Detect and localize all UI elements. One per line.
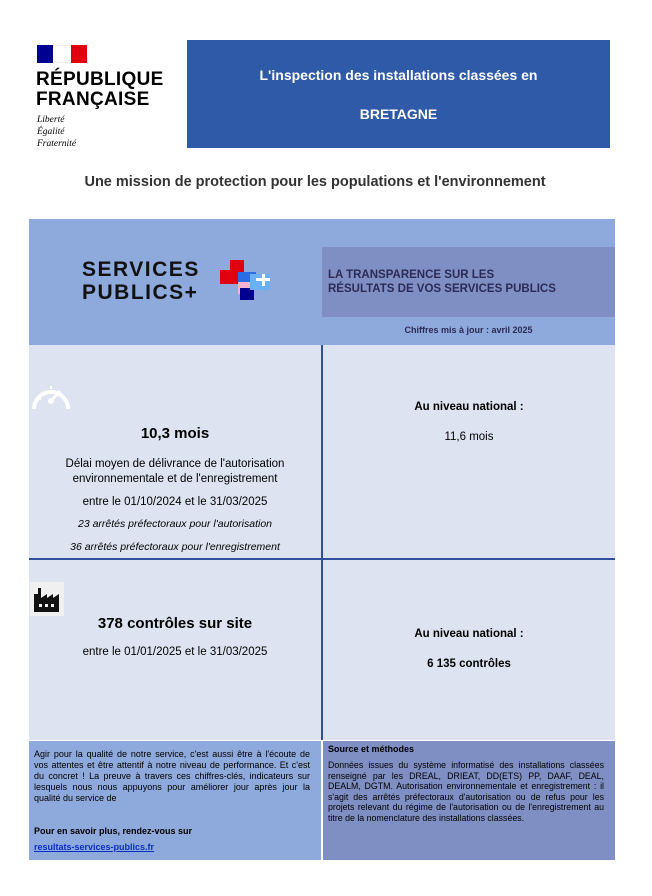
divider [321,345,323,559]
national-controls-value: 6 135 contrôles [427,658,511,670]
transparency-box [322,247,615,317]
francaise-text: FRANÇAISE [36,89,150,110]
more-info-label: Pour en savoir plus, rendez-vous sur [34,826,193,836]
national-label: Au niveau national : [414,628,524,640]
republic-motto: Liberté Égalité Fraternité [37,115,77,149]
speedometer-icon [30,379,72,413]
delay-note-registration: 36 arrêtés préfectoraux pour l'enregistrement [70,541,280,553]
mission-statement: Une mission de protection pour les populations et l'environnement [84,174,546,190]
french-flag-logo [37,45,87,63]
services-publics-logo: SERVICES PUBLICS+ [82,258,200,304]
sources-text: Données issues du système informatisé des installations classées renseigné par les DREAL, DRIEAT, DD(ETS) PP, DAAF, DEAL, DEALM, DGTM. Autorisation environnementale et enregistrement : il s'agit des arrêtés préfectoraux d'autorisation ou de refus pour les projets relevant du régime de l'autorisation ou de l'enregistrement au titre de la nomenclature des installations classées. [328,760,604,823]
controls-period: entre le 01/01/2025 et le 31/03/2025 [82,646,268,658]
region-name: BRETAGNE [359,106,438,122]
transparency-line2: RÉSULTATS DE VOS SERVICES PUBLICS [328,283,556,295]
intro-text: Agir pour la qualité de notre service, c'est aussi être à l'écoute de vos attentes et être attentif à notre niveau de performance. Et c'est du concret ! La preuve à travers ces chiffres-clés, indicateurs sur lesquels nous nous appuyons pour améliorer jour après jour la qualité du service de [34,749,310,803]
republique-text: RÉPUBLIQUE [36,69,164,90]
delay-note-authorization: 23 arrêtés préfectoraux pour l'autorisation [77,518,273,530]
sources-box [323,741,615,860]
delay-period: entre le 01/10/2024 et le 31/03/2025 [82,496,268,508]
website-link[interactable]: resultats-services-publics.fr [34,842,155,852]
divider [321,560,323,740]
national-delay-value: 11,6 mois [444,431,494,443]
header-title-box [187,40,610,148]
national-label: Au niveau national : [414,401,524,413]
transparency-line1: LA TRANSPARENCE SUR LES [328,269,495,281]
services-publics-plus-icon [220,260,272,304]
header-title: L'inspection des installations classées en [259,67,538,83]
delay-description: Délai moyen de délivrance de l'autorisation environnementale et de l'enregistrement [65,458,285,485]
intro-box [29,741,321,860]
update-date: Chiffres mis à jour : avril 2025 [404,325,533,335]
sources-title: Source et méthodes [328,744,415,754]
delay-value: 10,3 mois [140,425,210,442]
factory-icon [30,582,64,616]
controls-value: 378 contrôles sur site [97,615,253,632]
